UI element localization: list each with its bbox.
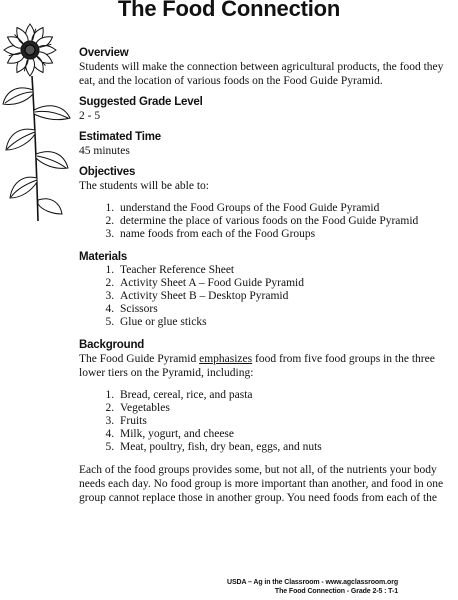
materials-heading: Materials xyxy=(79,251,128,263)
list-item: 1. understand the Food Groups of the Food Guide Pyramid xyxy=(117,202,455,215)
time-text: 45 minutes xyxy=(79,145,130,157)
food-groups-list xyxy=(79,389,455,454)
list-item: 4. Milk, yogurt, and cheese xyxy=(117,428,455,441)
background-intro-end: food from five food groups in the three lower tiers on the Pyramid, including: xyxy=(79,353,435,379)
background-heading: Background xyxy=(79,339,145,351)
list-item: 3. name foods from each of the Food Groups xyxy=(117,228,455,241)
footer-line-1: USDA – Ag in the Classroom - www.agclassroom.org xyxy=(226,579,398,586)
background-intro-start: The Food Guide Pyramid xyxy=(79,353,200,365)
list-item: 5. Glue or glue sticks xyxy=(117,316,455,329)
list-item: 2. Activity Sheet A – Food Guide Pyramid xyxy=(117,277,455,290)
lesson-content xyxy=(79,46,455,505)
background-paragraph: Each of the food groups provides some, but not all, of the nutrients your body needs each day. No food group is more important than another, and food in one group cannot replace those in another group. You need foods from each of the xyxy=(79,464,444,504)
page-title: The Food Connection xyxy=(117,0,341,21)
overview-text: Students will make the connection between agricultural products, the food they eat, and the location of various foods on the Food Guide Pyramid. xyxy=(79,61,444,87)
grade-level-text: 2 - 5 xyxy=(79,110,101,122)
background-intro xyxy=(79,352,455,380)
objectives-intro: The students will be able to: xyxy=(79,180,209,192)
list-item: 2. Vegetables xyxy=(117,402,455,415)
underlined-word: emphasizes xyxy=(199,353,253,365)
list-item: 3. Fruits xyxy=(117,415,455,428)
list-item: 4. Scissors xyxy=(117,303,455,316)
objectives-heading: Objectives xyxy=(79,166,136,178)
page-footer xyxy=(0,578,458,596)
sunflower-illustration xyxy=(2,18,72,223)
materials-list xyxy=(79,264,455,329)
list-item: 2. determine the place of various foods on the Food Guide Pyramid xyxy=(117,215,455,228)
objectives-list xyxy=(79,202,455,241)
grade-level-heading: Suggested Grade Level xyxy=(79,96,203,108)
footer-line-2: The Food Connection - Grade 2-5 : T-1 xyxy=(274,588,398,595)
list-item: 3. Activity Sheet B – Desktop Pyramid xyxy=(117,290,455,303)
time-heading: Estimated Time xyxy=(79,131,161,143)
list-item: 1. Teacher Reference Sheet xyxy=(117,264,455,277)
overview-heading: Overview xyxy=(79,47,129,59)
list-item: 1. Bread, cereal, rice, and pasta xyxy=(117,389,455,402)
list-item: 5. Meat, poultry, fish, dry bean, eggs, and nuts xyxy=(117,441,455,454)
